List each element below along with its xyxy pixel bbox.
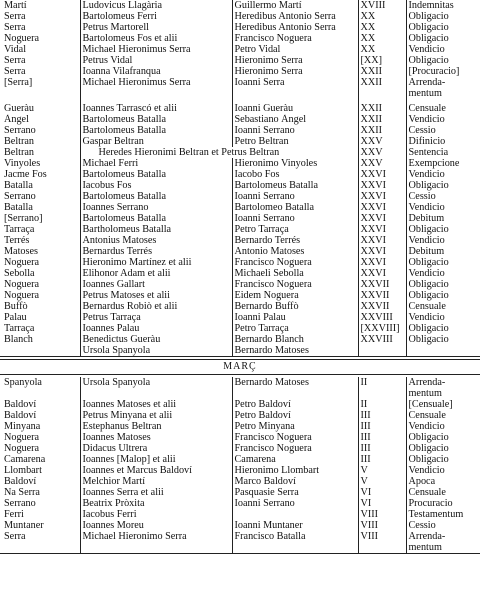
grantor-cell: Elihonor Adam et alii [80,268,232,279]
act-type-cell: Vendicio [406,169,480,180]
day-cell: XXVIII [358,312,406,323]
act-type-cell: Obligacio [406,323,480,334]
table-row [0,235,480,246]
grantor-cell: Bartholomeus Batalla [80,224,232,235]
recipient-cell: Ioanni Gueràu [232,103,358,114]
surname-cell: Camarena [4,454,46,465]
act-type-cell: Obligacio [406,432,480,443]
act-type-cell: Obligacio [406,180,480,191]
recipient-cell: Camarena [232,454,358,465]
act-type-cell: Censuale [406,487,480,498]
act-type-cell: Cessio [406,125,480,136]
table-row [0,180,480,191]
act-type-cell: Exempcione [406,158,480,169]
act-type-cell: Arrenda- [406,531,480,542]
act-type-cell: mentum [406,88,480,99]
grantor-cell: Petrus Vidal [80,55,232,66]
table-row [0,125,480,136]
table-row [0,158,480,169]
recipient-cell: Ioanni Serrano [232,498,358,509]
recipient-cell: Petro Beltran [232,136,358,147]
day-cell: VIII [358,509,406,520]
table-row [0,465,480,476]
table-row [0,213,480,224]
surname-cell: Serra [4,22,26,33]
table-row [0,443,480,454]
surname-cell: Àngel [4,114,29,125]
act-type-cell: Vendicio [406,44,480,55]
day-cell [358,345,406,357]
table-row [0,279,480,290]
surname-cell: Serra [4,55,26,66]
day-cell: VI [358,498,406,509]
table-row [0,246,480,257]
day-cell: II [358,399,406,410]
act-type-cell: Cessio [406,191,480,202]
grantor-cell: Ioannes Moreu [80,520,232,531]
act-type-cell: Obligacio [406,33,480,44]
grantor-cell: Iacobus Fos [80,180,232,191]
grantor-cell: Ioannes Matoses [80,432,232,443]
table-row [0,476,480,487]
surname-cell: Noguera [4,443,40,454]
grantor-cell: Ioannes Palau [80,323,232,334]
surname-cell: Tarraça [4,323,35,334]
surname-cell: Serrano [4,125,36,136]
grantor-cell: Ioannes Tarrascó et alii [80,103,232,114]
table-row [0,498,480,509]
grantor-cell: Gaspar Beltran [80,136,232,147]
table-row [0,136,480,147]
grantor-cell [80,542,232,554]
surname-cell: Beltran [4,147,34,158]
surname-cell: Na Serra [4,487,40,498]
records-table-lower [0,377,480,554]
act-type-cell: Cessio [406,520,480,531]
grantor-cell: Ioannes Serra et alii [80,487,232,498]
grantor-cell: Melchior Martí [80,476,232,487]
recipient-cell: Francisco Noguera [232,443,358,454]
table-row [0,22,480,33]
recipient-cell: Ioanni Serra [232,77,358,88]
table-row [0,509,480,520]
table-row [0,312,480,323]
recipient-cell: Antonio Matoses [232,246,358,257]
recipient-cell: Bernardo Buffò [232,301,358,312]
table-row [0,147,480,158]
recipient-cell: Petro Minyana [232,421,358,432]
surname-cell: Noguera [4,279,40,290]
act-type-cell: Obligacio [406,257,480,268]
grantor-cell: Bartolomeus Fos et alii [80,33,232,44]
act-type-cell: Obligacio [406,22,480,33]
surname-cell [0,388,80,399]
recipient-cell: Hieronimo Serra [232,66,358,77]
grantor-cell: Antonius Matoses [80,235,232,246]
recipient-cell: Ioanni Muntaner [232,520,358,531]
act-type-cell: Censuale [406,301,480,312]
recipient-cell [232,509,358,520]
day-cell [358,388,406,399]
grantor-cell: Bartolomeus Batalla [80,114,232,125]
act-type-cell: Debitum [406,246,480,257]
surname-cell: Llombart [4,465,42,476]
surname-cell: [Serrano] [4,213,43,224]
day-cell: XXVII [358,279,406,290]
act-type-cell: Obligacio [406,279,480,290]
recipient-cell: Petro Baldoví [232,399,358,410]
day-cell: XXVI [358,191,406,202]
act-type-cell: [Procuracio] [406,66,480,77]
recipient-cell: Heredibus Antonio Serra [232,22,358,33]
recipient-cell: Ioanni Serrano [232,213,358,224]
act-type-cell: Difinicio [406,136,480,147]
table-row [0,421,480,432]
day-cell: XXVI [358,169,406,180]
act-type-cell: Vendicio [406,202,480,213]
day-cell: VIII [358,520,406,531]
grantor-cell: Bartolomeus Batalla [80,191,232,202]
recipient-cell: Marco Baldoví [232,476,358,487]
grantor-cell: Michael Ferri [80,158,232,169]
act-type-cell: Indemnitas [406,0,480,11]
table-row [0,55,480,66]
act-type-cell: Vendicio [406,312,480,323]
table-row [0,542,480,554]
surname-cell: Gueràu [4,103,34,114]
recipient-cell: Petro Vidal [232,44,358,55]
table-row [0,66,480,77]
recipient-cell: Michaeli Sebolla [232,268,358,279]
day-cell: XXII [358,103,406,114]
table-row [0,44,480,55]
recipient-cell: Petro Tarraça [232,323,358,334]
day-cell: XX [358,22,406,33]
table-row [0,454,480,465]
act-type-cell: Obligacio [406,334,480,345]
day-cell: XVIII [358,0,406,11]
act-type-cell: Vendicio [406,268,480,279]
recipient-cell: Ioanni Serrano [232,191,358,202]
grantor-cell: Michael Hieronimus Serra [80,77,232,88]
recipient-cell: Bernardo Blanch [232,334,358,345]
recipient-cell: Heredibus Antonio Serra [232,11,358,22]
surname-cell: Noguera [4,33,40,44]
act-type-cell: [Censuale] [406,399,480,410]
table-row [0,268,480,279]
grantor-cell: Michael Hieronimo Serra [80,531,232,542]
recipient-cell: Hieronimo Llombart [232,465,358,476]
grantor-cell: Iacobus Ferri [80,509,232,520]
recipient-cell: Francisco Noguera [232,257,358,268]
grantor-cell [80,88,232,99]
surname-cell: Noguera [4,432,40,443]
recipient-cell: Ioanni Serrano [232,125,358,136]
recipient-cell: Ioanni Palau [232,312,358,323]
recipient-cell: Guillermo Martí [232,0,358,11]
day-cell: XXII [358,77,406,88]
day-cell: XX [358,11,406,22]
recipient-cell: Sebastiano Àngel [232,114,358,125]
recipient-cell: Bernardo Matoses [232,377,358,388]
act-type-cell: Obligacio [406,454,480,465]
grantor-cell: Petrus Minyana et alii [80,410,232,421]
grantor-cell: Bartolomeus Batalla [80,213,232,224]
table-row [0,202,480,213]
recipient-cell: Eidem Noguera [232,290,358,301]
surname-cell: Vidal [4,44,27,55]
recipient-cell [232,388,358,399]
surname-cell: Serra [4,66,26,77]
recipient-cell: Francisco Noguera [232,33,358,44]
surname-cell: Beltran [4,136,34,147]
table-row [0,301,480,312]
act-type-cell: Vendicio [406,235,480,246]
table-row [0,169,480,180]
table-row [0,33,480,44]
day-cell [358,542,406,554]
grantor-cell: Michael Hieronimus Serra [80,44,232,55]
recipient-cell: Bernardo Matoses [232,345,358,357]
act-type-cell: mentum [406,542,480,554]
recipient-cell: Francisco Noguera [232,432,358,443]
recipient-cell: Francisco Batalla [232,531,358,542]
section-heading: MARÇ [0,359,480,375]
act-type-cell: Arrenda- [406,77,480,88]
day-cell: XXV [358,158,406,169]
surname-cell: Batalla [4,180,33,191]
table-row [0,432,480,443]
table-row [0,224,480,235]
surname-cell [0,88,80,99]
act-type-cell: Obligacio [406,11,480,22]
act-type-cell: Vendicio [406,114,480,125]
surname-cell: Muntaner [4,520,44,531]
act-type-cell: Vendicio [406,421,480,432]
day-cell: XXII [358,66,406,77]
day-cell: XXVI [358,235,406,246]
grantor-cell: Ioannes Gallart [80,279,232,290]
day-cell: XXVI [358,224,406,235]
recipient-cell: Hieronimo Serra [232,55,358,66]
act-type-cell: Testamentum [406,509,480,520]
day-cell: XXVII [358,301,406,312]
table-row [0,103,480,114]
recipient-cell [232,88,358,99]
surname-cell: Terrés [4,235,30,246]
day-cell: [XX] [358,55,406,66]
table-row [0,520,480,531]
grantor-cell: Ursola Spanyola [80,345,232,357]
day-cell: [XXVIII] [358,323,406,334]
day-cell: XX [358,33,406,44]
act-type-cell: Obligacio [406,224,480,235]
recipient-cell: Bernardo Terrés [232,235,358,246]
surname-cell: Baldoví [4,399,37,410]
grantor-cell: Petrus Tarraça [80,312,232,323]
grantor-cell: Estephanus Beltran [80,421,232,432]
surname-cell: Spanyola [4,377,42,388]
day-cell: XXVI [358,202,406,213]
act-type-cell: Censuale [406,103,480,114]
act-type-cell: Procuracio [406,498,480,509]
surname-cell [0,345,80,357]
act-type-cell: Obligacio [406,55,480,66]
surname-cell: Sebolla [4,268,35,279]
day-cell: XXVIII [358,334,406,345]
table-row [0,377,480,388]
day-cell: XXII [358,125,406,136]
recipient-cell: Iacobo Fos [232,169,358,180]
act-type-cell: mentum [406,388,480,399]
surname-cell: Martí [4,0,27,11]
act-type-cell: Obligacio [406,443,480,454]
table-row [0,487,480,498]
act-type-cell: Obligacio [406,290,480,301]
day-cell: VIII [358,531,406,542]
grantor-cell: Hieronimo Martínez et alii [80,257,232,268]
table-row [0,77,480,88]
act-type-cell: Arrenda- [406,377,480,388]
act-type-cell: Sentencia [406,147,480,158]
surname-cell: Minyana [4,421,41,432]
day-cell: XXII [358,114,406,125]
table-row [0,410,480,421]
table-row [0,334,480,345]
surname-cell: Serra [4,11,26,22]
table-row [0,114,480,125]
grantor-cell: Ioannes et Marcus Baldoví [80,465,232,476]
table-row [0,11,480,22]
surname-cell: Serrano [4,498,36,509]
day-cell: V [358,465,406,476]
table-row [0,0,480,11]
day-cell: XXVI [358,180,406,191]
grantor-cell: Ursola Spanyola [80,377,232,388]
act-type-cell: Apoca [406,476,480,487]
day-cell: XXV [358,136,406,147]
surname-cell: Tarraça [4,224,35,235]
act-type-cell: Censuale [406,410,480,421]
table-row [0,531,480,542]
grantor-cell: Ioanna Vilafranqua [80,66,232,77]
day-cell: XXVII [358,290,406,301]
grantor-cell: Ioannes [Malop] et alii [80,454,232,465]
recipient-cell: Pasquasie Serra [232,487,358,498]
grantor-cell: Bartolomeus Ferri [80,11,232,22]
recipient-cell: Petro Baldoví [232,410,358,421]
surname-cell: Baldoví [4,410,37,421]
grantor-cell: Petrus Matoses et alii [80,290,232,301]
grantor-cell: Benedictus Gueràu [80,334,232,345]
surname-cell: Baldoví [4,476,37,487]
surname-cell: Jacme Fos [4,169,47,180]
day-cell: XXVI [358,213,406,224]
table-row [0,290,480,301]
grantor-cell: Didacus Ultrera [80,443,232,454]
surname-cell: Vinyoles [4,158,41,169]
recipient-cell: Hieronimo Vinyoles [232,158,358,169]
grantor-cell [80,388,232,399]
day-cell: XX [358,44,406,55]
day-cell: III [358,443,406,454]
act-type-cell [406,345,480,357]
day-cell: III [358,421,406,432]
grantor-cell: Bernardus Terrés [80,246,232,257]
table-row [0,191,480,202]
grantor-cell: Ioannes Matoses et alii [80,399,232,410]
surname-cell: Matoses [4,246,38,257]
surname-cell: Blanch [4,334,33,345]
grantor-cell: Bartolomeus Batalla [80,169,232,180]
day-cell: XXVI [358,268,406,279]
grantor-cell: Bartolomeus Batalla [80,125,232,136]
day-cell [358,88,406,99]
surname-cell [0,542,80,554]
day-cell: III [358,454,406,465]
recipient-cell [232,542,358,554]
grantor-cell: Beatrix Pròxita [80,498,232,509]
day-cell: XXV [358,147,406,158]
day-cell: III [358,432,406,443]
act-type-cell: Debitum [406,213,480,224]
table-row [0,257,480,268]
recipient-cell: Petro Tarraça [232,224,358,235]
recipient-cell: Francisco Noguera [232,279,358,290]
surname-cell: Noguera [4,290,40,301]
table-row [0,399,480,410]
grantor-cell: Ioannes Serrano [80,202,232,213]
surname-cell: Serra [4,531,26,542]
day-cell: V [358,476,406,487]
day-cell: III [358,410,406,421]
surname-cell: Buffò [4,301,28,312]
grantor-cell: Ludovicus Llagària [80,0,232,11]
grantor-cell: Bernardus Robiò et alii [80,301,232,312]
surname-cell: Palau [4,312,27,323]
table-row [0,88,480,99]
table-row [0,323,480,334]
act-type-cell: Vendicio [406,465,480,476]
surname-cell: [Serra] [4,77,33,88]
grantor-cell: Petrus Martorell [80,22,232,33]
day-cell: II [358,377,406,388]
table-row [0,388,480,399]
surname-cell: Ferri [4,509,24,520]
recipient-cell: Bartolomeus Batalla [232,180,358,191]
table-row [0,345,480,357]
grantor-cell: Heredes Hieronimi Beltran et Petrus Beltran [80,147,358,158]
surname-cell: Batalla [4,202,33,213]
day-cell: XXVI [358,246,406,257]
surname-cell: Noguera [4,257,40,268]
day-cell: VI [358,487,406,498]
recipient-cell: Bartolomeo Batalla [232,202,358,213]
day-cell: XXVI [358,257,406,268]
surname-cell: Serrano [4,191,36,202]
